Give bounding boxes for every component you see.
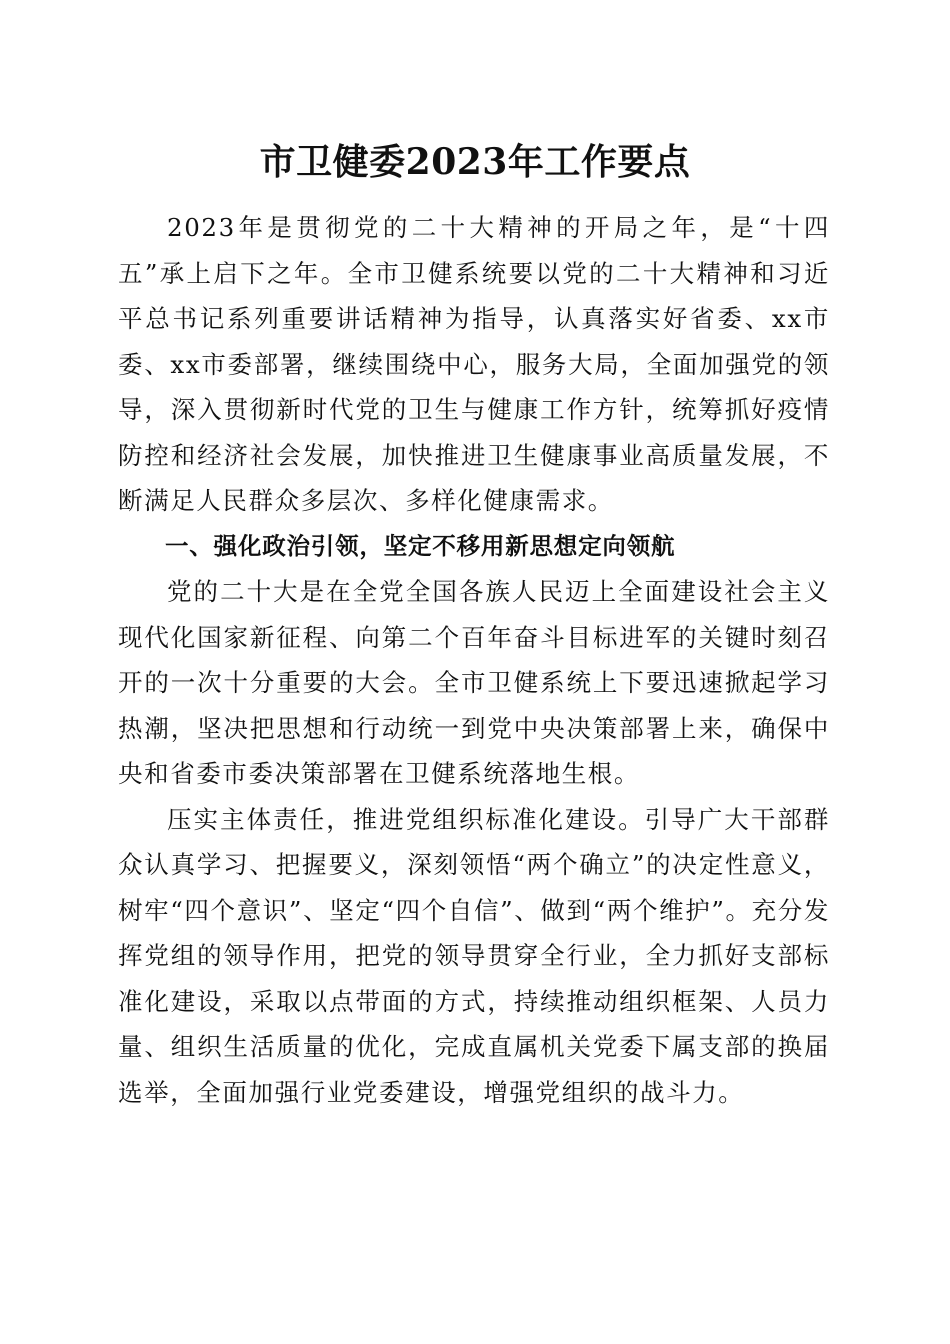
paragraph-section-1-overview: 党的二十大是在全党全国各族人民迈上全面建设社会主义现代化国家新征程、向第二个百年奋斗目标进军的关键时刻召开的一次十分重要的大会。全市卫健系统上下要迅速掀起学习热潮，坚决把思想和行动统一到党中央决策部署上来，确保中央和省委市委决策部署在卫健系统落地生根。 [118, 577, 830, 788]
section-heading-1: 一、强化政治引领，坚定不移用新思想定向领航 [165, 531, 676, 560]
document-title: 市卫健委2023年工作要点 [259, 141, 691, 183]
paragraph-intro: 2023年是贯彻党的二十大精神的开局之年，是“十四五”承上启下之年。全市卫健系统要以党的二十大精神和习近平总书记系列重要讲话精神为指导，认真落实好省委、xx市委、xx市委部署，继续围绕中心，服务大局，全面加强党的领导，深入贯彻新时代党的卫生与健康工作方针，统筹抓好疫情防控和经济社会发展，加快推进卫生健康事业高质量发展，不断满足人民群众多层次、多样化健康需求。 [118, 213, 830, 515]
paragraph-section-1-responsibility: 压实主体责任，推进党组织标准化建设。引导广大干部群众认真学习、把握要义，深刻领悟“两个确立”的决定性意义，树牢“四个意识”、坚定“四个自信”、做到“两个维护”。充分发挥党组的领导作用，把党的领导贯穿全行业，全力抓好支部标准化建设，采取以点带面的方式，持续推动组织框架、人员力量、组织生活质量的优化，完成直属机关党委下属支部的换届选举，全面加强行业党委建设，增强党组织的战斗力。 [118, 804, 830, 1107]
document-body [118, 205, 830, 1115]
